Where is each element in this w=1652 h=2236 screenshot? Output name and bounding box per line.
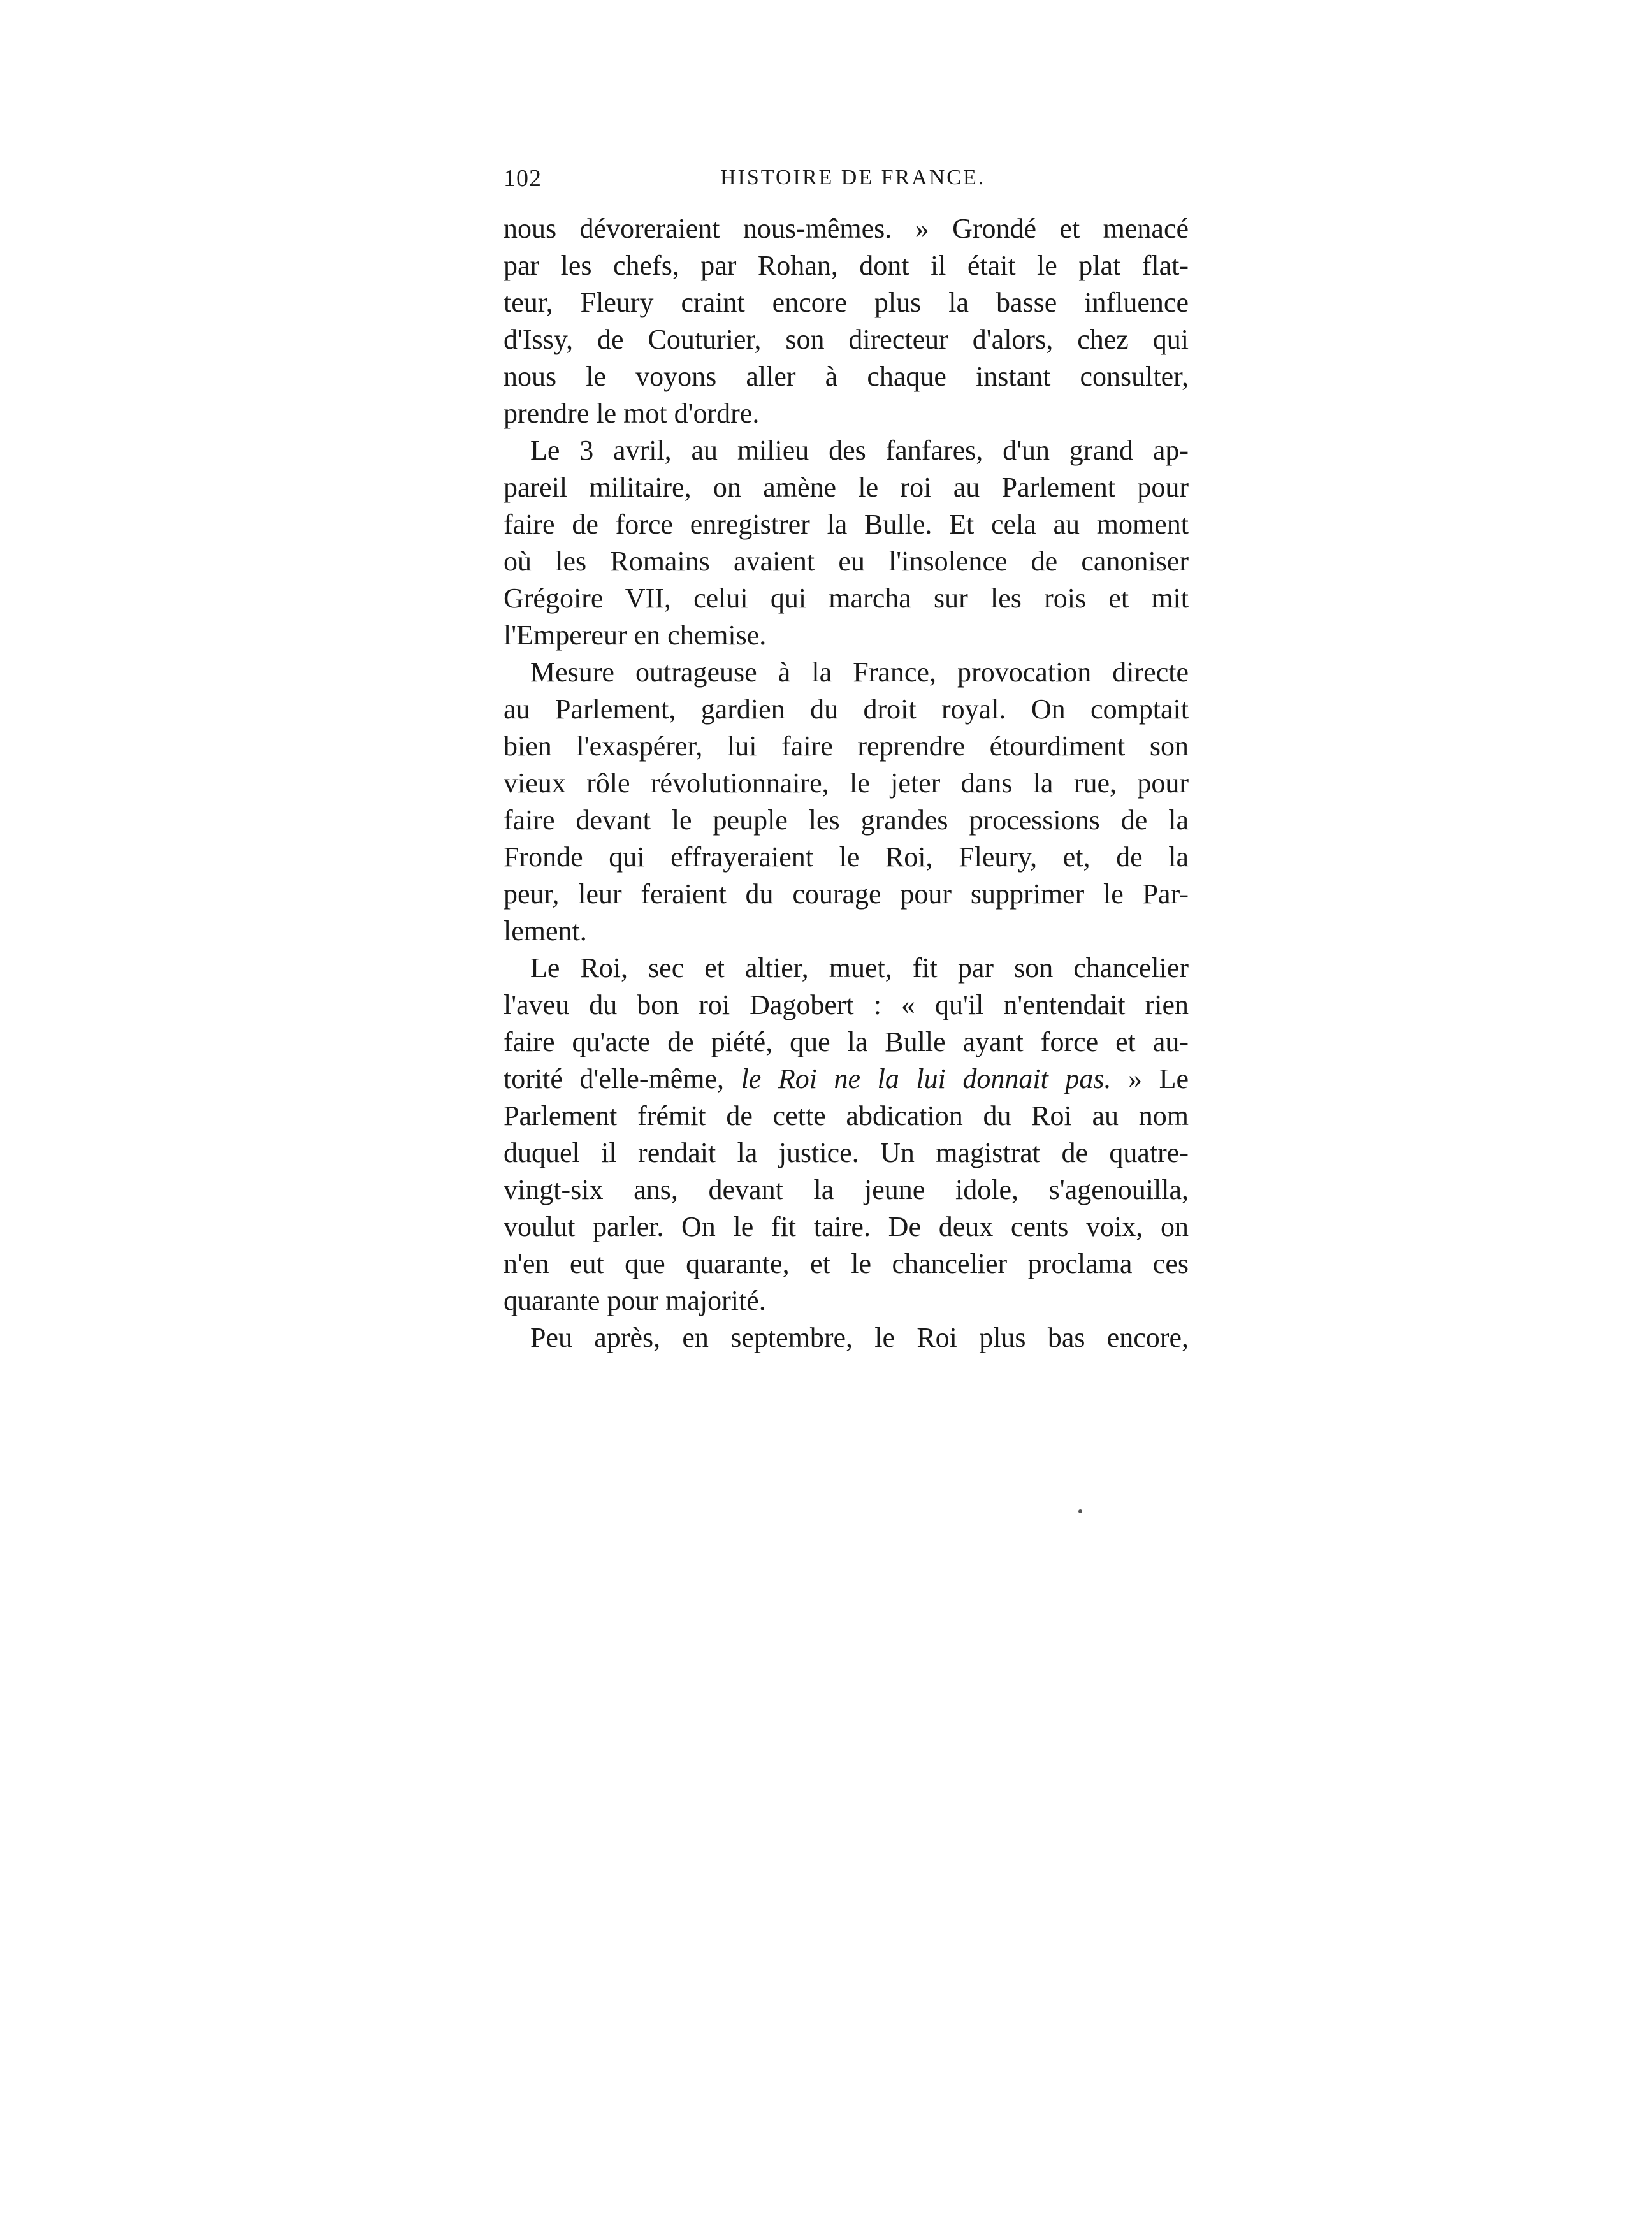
text-line: nous le voyons aller à chaque instant consulter, [504, 361, 1189, 392]
text-line: au Parlement, gardien du droit royal. On comptait [504, 693, 1189, 725]
text-line: Le 3 avril, au milieu des fanfares, d'un grand ap- [530, 435, 1189, 466]
text-line: prendre le mot d'ordre. [504, 398, 760, 429]
running-title: HISTOIRE DE FRANCE. [720, 166, 986, 189]
text-line-indented [504, 1319, 1189, 1356]
text-line: Mesure outrageuse à la France, provocation directe [530, 657, 1189, 688]
text-line: quarante pour majorité. [504, 1285, 766, 1316]
text-line: faire de force enregistrer la Bulle. Et cela au moment [504, 509, 1189, 540]
text-line-indented [504, 654, 1189, 691]
text-line-with-italic [504, 1061, 1189, 1098]
text-line: n'en eut que quarante, et le chancelier proclama ces [504, 1248, 1189, 1279]
text-line: l'aveu du bon roi Dagobert : « qu'il n'entendait rien [504, 989, 1189, 1020]
text-line: nous dévoreraient nous-mêmes. » Grondé et menacé [504, 213, 1189, 244]
text-line: l'Empereur en chemise. [504, 620, 767, 651]
text-line: Parlement frémit de cette abdication du Roi au nom [504, 1100, 1189, 1131]
page-number: 102 [504, 165, 542, 192]
text-line: Grégoire VII, celui qui marcha sur les rois et mit [504, 583, 1189, 614]
text-fragment: torité d'elle-même, [504, 1063, 741, 1094]
text-line: bien l'exaspérer, lui faire reprendre étourdiment son [504, 730, 1189, 762]
text-line-indented [504, 950, 1189, 987]
italic-quote: le Roi ne la lui donnait pas. [741, 1063, 1112, 1094]
text-line: Peu après, en septembre, le Roi plus bas encore, [530, 1322, 1189, 1353]
text-line: lement. [504, 915, 587, 947]
text-line: vieux rôle révolutionnaire, le jeter dans la rue, pour [504, 767, 1189, 799]
text-line-indented [504, 432, 1189, 469]
text-line: peur, leur feraient du courage pour supprimer le Par- [504, 878, 1189, 910]
text-line: faire devant le peuple les grandes processions de la [504, 804, 1189, 836]
text-line: duquel il rendait la justice. Un magistrat de quatre- [504, 1137, 1189, 1168]
text-line: d'Issy, de Couturier, son directeur d'alors, chez qui [504, 324, 1189, 355]
scan-speck [1078, 1509, 1082, 1513]
text-line: Le Roi, sec et altier, muet, fit par son chancelier [530, 952, 1189, 984]
text-line: Fronde qui effrayeraient le Roi, Fleury, et, de la [504, 841, 1189, 873]
text-fragment: » Le [1111, 1063, 1189, 1094]
text-line: faire qu'acte de piété, que la Bulle ayant force et au- [504, 1026, 1189, 1057]
text-line: voulut parler. On le fit taire. De deux cents voix, on [504, 1211, 1189, 1242]
text-line: où les Romains avaient eu l'insolence de canoniser [504, 546, 1189, 577]
text-line: teur, Fleury craint encore plus la basse influence [504, 287, 1189, 318]
text-line: vingt-six ans, devant la jeune idole, s'agenouilla, [504, 1174, 1189, 1205]
body-text [504, 210, 1189, 1356]
text-line: par les chefs, par Rohan, dont il était le plat flat- [504, 250, 1189, 281]
text-line: pareil militaire, on amène le roi au Parlement pour [504, 472, 1189, 503]
running-head [504, 164, 1189, 203]
